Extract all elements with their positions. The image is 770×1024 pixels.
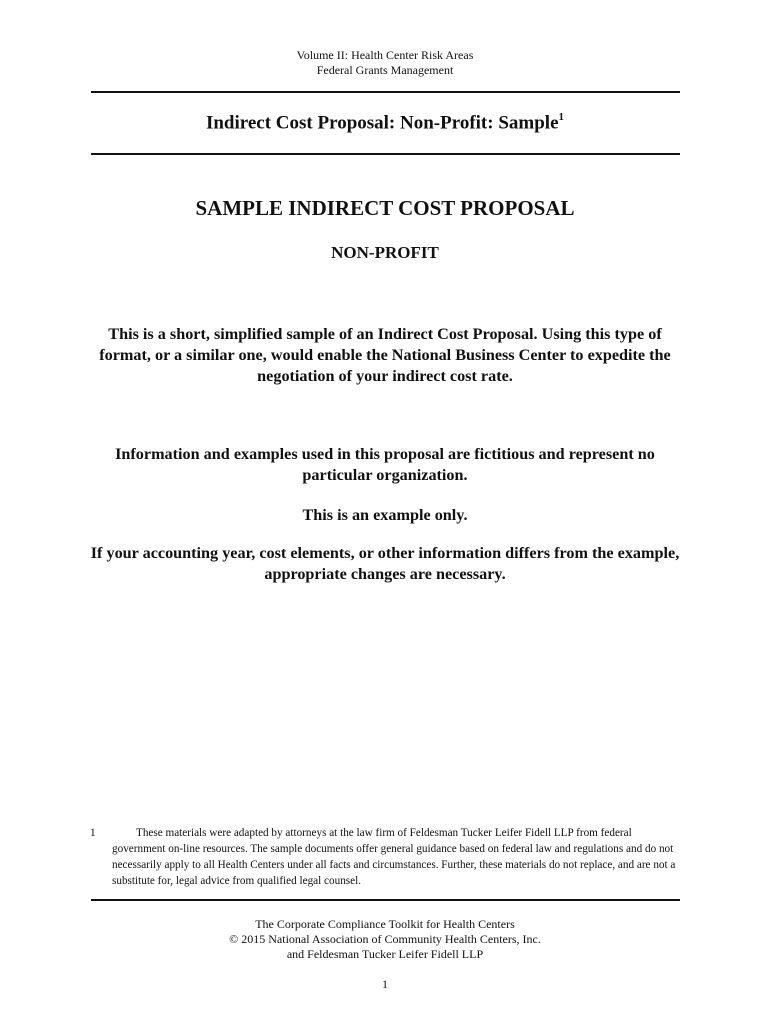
footer-firm-line: and Feldesman Tucker Leifer Fidell LLP xyxy=(286,947,484,961)
running-header xyxy=(0,48,770,78)
intro-paragraph: This is a short, simplified sample of an Indirect Cost Proposal. Using this type of format, or a similar one, would enable the National Business Center to expedite the negotiation of your indirect cost rate. xyxy=(99,325,671,385)
document-title-text: Indirect Cost Proposal: Non-Profit: Sample xyxy=(205,112,559,134)
example-only-paragraph: This is an example only. xyxy=(302,506,468,524)
header-rule-bottom xyxy=(91,153,680,155)
footnote xyxy=(90,825,680,889)
page-number: 1 xyxy=(382,977,388,991)
header-volume-line: Volume II: Health Center Risk Areas xyxy=(296,48,474,62)
footnote-number: 1 xyxy=(90,827,96,839)
document-title xyxy=(0,112,770,134)
footnote-reference: 1 xyxy=(558,111,565,123)
footer-copyright-line: © 2015 National Association of Community Health Centers, Inc. xyxy=(229,932,541,946)
header-rule-top xyxy=(91,91,680,93)
main-title: SAMPLE INDIRECT COST PROPOSAL xyxy=(195,196,575,220)
footer-toolkit-line: The Corporate Compliance Toolkit for Health Centers xyxy=(255,917,515,931)
running-footer xyxy=(0,917,770,962)
header-section-line: Federal Grants Management xyxy=(316,63,454,77)
footer-rule xyxy=(91,899,680,901)
sub-title: NON-PROFIT xyxy=(331,243,439,262)
fictitious-notice-paragraph: Information and examples used in this proposal are fictitious and represent no particular organization. xyxy=(115,445,655,484)
changes-notice-paragraph: If your accounting year, cost elements, or other information differs from the example, appropriate changes are necessary. xyxy=(90,544,680,583)
footnote-text: These materials were adapted by attorneys at the law firm of Feldesman Tucker Leifer Fidell LLP from federal government on-line resources. The sample documents offer general guidance based on federal law and regulations and do not necessarily apply to all Health Centers under all facts and circumstances. Further, these materials do not replace, and are not a substitute for, legal advice from qualified legal counsel. xyxy=(112,827,676,887)
